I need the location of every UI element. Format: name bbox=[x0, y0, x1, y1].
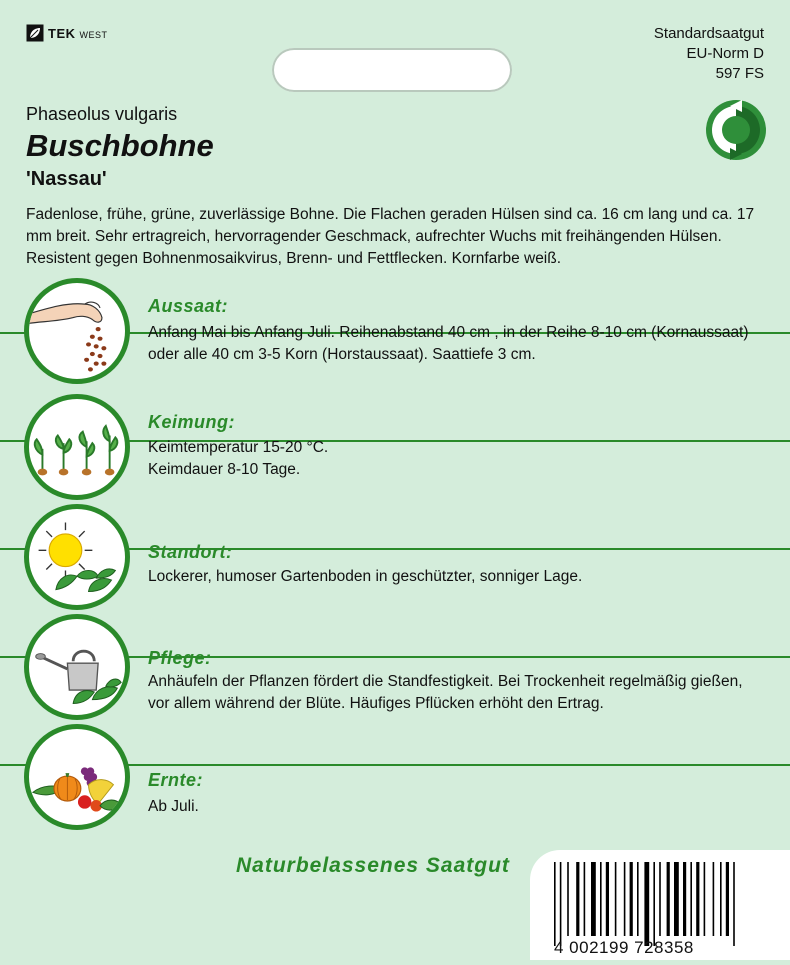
barcode-bar bbox=[667, 862, 670, 936]
hang-hole bbox=[272, 48, 512, 92]
location-title: Standort: bbox=[148, 542, 233, 562]
barcode-bar bbox=[600, 862, 602, 936]
barcode-bar bbox=[591, 862, 596, 936]
sun-plants-icon bbox=[29, 509, 125, 605]
seed-standard bbox=[654, 24, 764, 84]
germination-temperature: Keimtemperatur 15-20 °C. bbox=[148, 439, 329, 456]
barcode-bar bbox=[720, 862, 722, 936]
barcode-bar bbox=[696, 862, 699, 936]
barcode-bar bbox=[554, 862, 556, 946]
latin-name: Phaseolus vulgaris bbox=[26, 104, 178, 124]
care-text: Anhäufeln der Pflanzen fördert die Standfestigkeit. Bei Trockenheit regelmäßig gießen, vor allem während der Blüte. Häufiges Pflücken erhöht den Ertrag. bbox=[148, 673, 743, 712]
leaf-icon bbox=[26, 24, 44, 42]
barcode-bar bbox=[584, 862, 586, 936]
care-title: Pflege: bbox=[148, 648, 212, 668]
product-name: Buschbohne bbox=[26, 128, 214, 163]
brand-name: TEK bbox=[48, 25, 76, 41]
barcode-bar bbox=[659, 862, 661, 936]
barcode-bar bbox=[615, 862, 617, 936]
barcode-bar bbox=[683, 862, 686, 936]
standard-line-3: 597 FS bbox=[715, 65, 764, 82]
sowing-text: Anfang Mai bis Anfang Juli. Reihenabstand 40 cm , in der Reihe 8-10 cm (Kornaussaat) oder alle 40 cm 3-5 Korn (Horstaussaat). Saattiefe 3 cm. bbox=[148, 324, 749, 363]
barcode-bar bbox=[733, 862, 735, 946]
sowing-title: Aussaat: bbox=[148, 296, 229, 316]
barcode-bar bbox=[674, 862, 679, 936]
barcode-bar bbox=[690, 862, 692, 936]
standard-line-1: Standardsaatgut bbox=[653, 25, 764, 42]
barcode-bar bbox=[637, 862, 639, 936]
barcode-bar bbox=[567, 862, 569, 936]
barcode-bar bbox=[624, 862, 626, 936]
harvest-vegetables-icon bbox=[29, 729, 125, 825]
harvest-title: Ernte: bbox=[148, 770, 204, 790]
hand-sowing-seeds-icon bbox=[29, 283, 125, 379]
barcode-bar bbox=[726, 862, 729, 936]
barcode-bar bbox=[653, 862, 655, 946]
footer-slogan: Naturbelassenes Saatgut bbox=[236, 854, 510, 877]
barcode-bar bbox=[630, 862, 633, 936]
seedlings-icon bbox=[29, 399, 125, 495]
brand-logo bbox=[26, 24, 108, 42]
product-description: Fadenlose, frühe, grüne, zuverlässige Bohne. Die Flachen geraden Hülsen sind ca. 16 cm lang und ca. 17 mm breit. Sehr ertragreich, hervorragender Geschmack, aufrechter Wuchs mit freihängenden Hülsen. Resistent gegen Bohnenmosaikvirus, Brenn- und Fettflecken. Kornfarbe weiß. bbox=[26, 206, 755, 267]
germination-duration: Keimdauer 8-10 Tage. bbox=[148, 461, 301, 478]
barcode-bar bbox=[704, 862, 706, 936]
harvest-text: Ab Juli. bbox=[148, 798, 199, 815]
green-point-logo bbox=[704, 98, 768, 167]
barcode-number: 4 002199 728358 bbox=[554, 938, 694, 957]
variety-name: 'Nassau' bbox=[26, 168, 107, 190]
barcode-bar bbox=[576, 862, 579, 936]
barcode-bar bbox=[644, 862, 649, 946]
barcode-bar bbox=[560, 862, 562, 946]
watering-can-icon bbox=[29, 619, 125, 715]
barcode-bar bbox=[713, 862, 715, 936]
harvest-circle bbox=[24, 724, 130, 830]
brand-sub: WEST bbox=[79, 29, 108, 40]
germination-title: Keimung: bbox=[148, 412, 235, 432]
location-circle bbox=[24, 504, 130, 610]
germination-circle bbox=[24, 394, 130, 500]
care-circle bbox=[24, 614, 130, 720]
barcode-bar bbox=[606, 862, 609, 936]
recycling-arrows-icon bbox=[704, 98, 768, 162]
sowing-circle bbox=[24, 278, 130, 384]
location-text: Lockerer, humoser Gartenboden in geschützter, sonniger Lage. bbox=[148, 568, 583, 585]
standard-line-2: EU-Norm D bbox=[686, 45, 764, 62]
